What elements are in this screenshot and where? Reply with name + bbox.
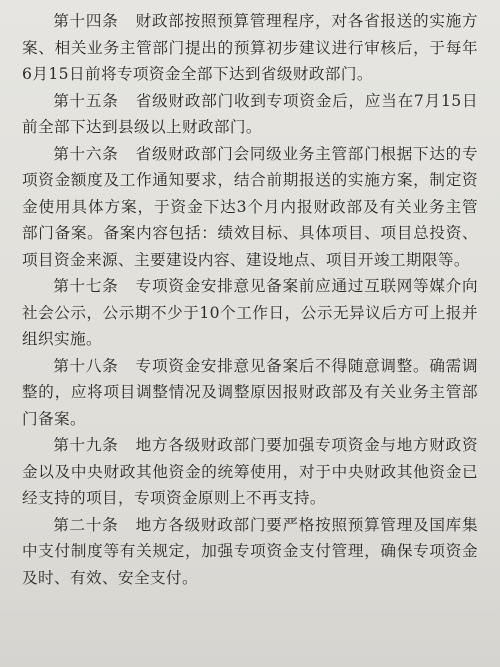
article-number: 第十四条: [53, 12, 119, 30]
article-text: 省级财政部门会同级业务主管部门根据下达的专项资金额度及工作通知要求，结合前期报送的实施方案，制定资金使用具体方案，于资金下达3个月内报财政部及有关业务主管部门备案。备案内容包括：绩效目标、具体项目、项目总投资、项目资金来源、主要建设内容、建设地点、项目开竣工期限等。: [22, 144, 478, 269]
article-14: [22, 8, 478, 88]
article-number: 第十六条: [53, 144, 119, 163]
article-text: 财政部按照预算管理程序，对各省报送的实施方案、相关业务主管部门提出的预算初步建议进行审核后，于每年6月15日前将专项资金全部下达到省级财政部门。: [22, 12, 478, 83]
article-16: [22, 141, 478, 274]
article-text: 专项资金安排意见备案后不得随意调整。确需调整的，应将项目调整情况及调整原因报财政部及有关业务主管部门备案。: [22, 356, 478, 428]
article-17: [22, 273, 478, 353]
article-15: [22, 88, 478, 141]
article-number: 第十九条: [53, 436, 119, 454]
article-19: [22, 432, 478, 512]
article-number: 第十八条: [53, 356, 119, 375]
article-number: 第二十条: [53, 515, 119, 534]
article-20: [22, 512, 478, 592]
article-text: 地方各级财政部门要加强专项资金与地方财政资金以及中央财政其他资金的统筹使用，对于中央财政其他资金已经支持的项目，专项资金原则上不再支持。: [22, 436, 478, 507]
article-text: 地方各级财政部门要严格按照预算管理及国库集中支付制度等有关规定，加强专项资金支付管理，确保专项资金及时、有效、安全支付。: [22, 515, 478, 587]
article-number: 第十七条: [53, 277, 119, 295]
article-18: [22, 353, 478, 433]
article-text: 省级财政部门收到专项资金后，应当在7月15日前全部下达到县级以上财政部门。: [22, 91, 478, 136]
article-text: 专项资金安排意见备案前应通过互联网等媒介向社会公示，公示期不少于10个工作日，公示无异议后方可上报并组织实施。: [22, 277, 478, 348]
article-number: 第十五条: [53, 91, 119, 110]
